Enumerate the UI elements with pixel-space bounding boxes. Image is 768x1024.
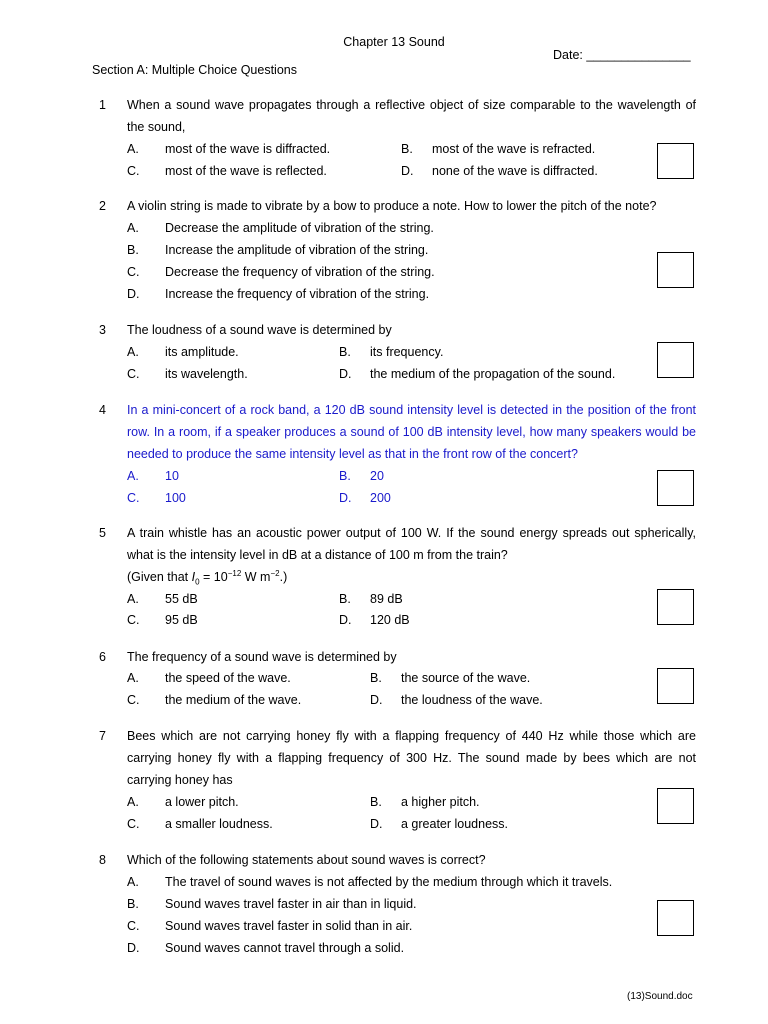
option-letter: C. [127,164,140,178]
option-c: 100 [165,491,186,505]
option-letter: C. [127,613,140,627]
option-letter: C. [127,817,140,831]
option-letter: B. [339,469,351,483]
question-stem: Which of the following statements about sound waves is correct? [127,853,486,867]
question-number: 1 [99,98,106,112]
section-heading: Section A: Multiple Choice Questions [92,63,297,77]
option-letter: A. [127,671,139,685]
option-letter: C. [127,919,140,933]
option-letter: C. [127,367,140,381]
option-letter: A. [127,875,139,889]
option-letter: C. [127,693,140,707]
option-b: its frequency. [370,345,444,359]
given-note: (Given that $I_0 = 10^{-12}$ W $m^{-2}$.) [127,569,288,587]
option-c: the medium of the wave. [165,693,302,707]
option-letter: A. [127,221,139,235]
question-stem: The loudness of a sound wave is determined by [127,323,392,337]
option-letter: A. [127,795,139,809]
option-c: its wavelength. [165,367,248,381]
date-field: Date: _______________ [553,48,691,62]
option-letter: B. [127,897,139,911]
option-letter: A. [127,345,139,359]
answer-box[interactable] [657,589,694,625]
option-b: Sound waves travel faster in air than in liquid. [165,897,417,911]
option-b: most of the wave is refracted. [432,142,596,156]
question-stem: In a mini-concert of a rock band, a 120 dB sound intensity level is detected in the position of the front row. In a room, if a speaker produces a sound of 100 dB intensity level, how many speakers would be needed to produce the same intensity level as that in the front row of the concert? [127,403,696,461]
question-stem: A train whistle has an acoustic power output of 100 W. If the sound energy spreads out spherically, what is the intensity level in dB at a distance of 100 m from the train? [127,526,696,562]
answer-box[interactable] [657,143,694,179]
question-number: 5 [99,526,106,540]
option-b: the source of the wave. [401,671,531,685]
question-stem: The frequency of a sound wave is determined by [127,650,397,664]
option-b: 89 dB [370,592,403,606]
option-letter: D. [370,817,383,831]
answer-box[interactable] [657,470,694,506]
option-d: 200 [370,491,391,505]
option-letter: D. [339,491,352,505]
option-a: 55 dB [165,592,198,606]
question-number: 2 [99,199,106,213]
option-letter: B. [370,795,382,809]
option-b: a higher pitch. [401,795,480,809]
answer-box[interactable] [657,788,694,824]
option-letter: D. [127,287,140,301]
option-a: its amplitude. [165,345,239,359]
option-letter: D. [370,693,383,707]
option-letter: A. [127,142,139,156]
option-letter: D. [401,164,414,178]
question-stem: Bees which are not carrying honey fly with a flapping frequency of 440 Hz while those which are carrying honey fly with a flapping frequency of 300 Hz. The sound made by bees which are not carrying honey has [127,729,696,787]
option-d: a greater loudness. [401,817,509,831]
option-letter: B. [401,142,413,156]
question-number: 7 [99,729,106,743]
option-b: 20 [370,469,384,483]
option-d: Increase the frequency of vibration of the string. [165,287,430,301]
option-b: Increase the amplitude of vibration of the string. [165,243,429,257]
option-a: most of the wave is diffracted. [165,142,331,156]
question-stem: When a sound wave propagates through a reflective object of size comparable to the wavelength of the sound, [127,98,696,134]
option-a: 10 [165,469,179,483]
option-d: 120 dB [370,613,410,627]
option-letter: A. [127,469,139,483]
option-d: Sound waves cannot travel through a solid. [165,941,405,955]
option-letter: D. [339,613,352,627]
question-number: 6 [99,650,106,664]
option-c: most of the wave is reflected. [165,164,327,178]
option-c: Sound waves travel faster in solid than in air. [165,919,413,933]
answer-box[interactable] [657,252,694,288]
option-letter: A. [127,592,139,606]
option-d: the medium of the propagation of the sound. [370,367,616,381]
answer-box[interactable] [657,900,694,936]
question-stem: A violin string is made to vibrate by a bow to produce a note. How to lower the pitch of the note? [127,199,657,213]
option-a: The travel of sound waves is not affected by the medium through which it travels. [165,875,613,889]
option-c: Decrease the frequency of vibration of the string. [165,265,435,279]
answer-box[interactable] [657,342,694,378]
question-number: 8 [99,853,106,867]
option-letter: B. [127,243,139,257]
option-d: none of the wave is diffracted. [432,164,598,178]
option-letter: B. [339,345,351,359]
option-c: a smaller loudness. [165,817,273,831]
option-c: 95 dB [165,613,198,627]
question-number: 3 [99,323,106,337]
question-number: 4 [99,403,106,417]
answer-box[interactable] [657,668,694,704]
option-letter: B. [370,671,382,685]
option-a: the speed of the wave. [165,671,291,685]
option-letter: D. [339,367,352,381]
option-a: a lower pitch. [165,795,239,809]
footer-filename: (13)Sound.doc [627,991,693,1002]
option-a: Decrease the amplitude of vibration of the string. [165,221,434,235]
page-title: Chapter 13 Sound [343,35,445,49]
option-letter: C. [127,491,140,505]
option-d: the loudness of the wave. [401,693,543,707]
option-letter: D. [127,941,140,955]
option-letter: B. [339,592,351,606]
option-letter: C. [127,265,140,279]
